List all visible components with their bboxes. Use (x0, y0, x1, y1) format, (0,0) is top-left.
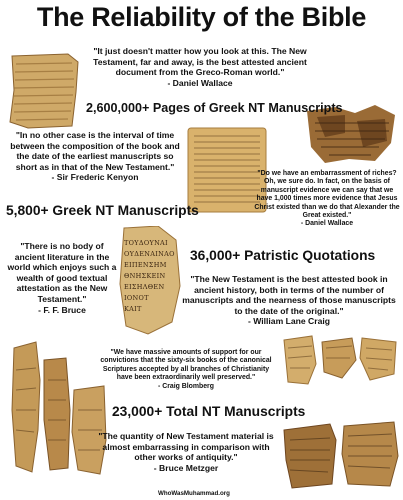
quote-blomberg (96, 349, 276, 391)
page-title: The Reliability of the Bible (36, 2, 367, 32)
quote-text: "There is no body of ancient literature in the world which enjoys such a wealth of good textual attestation as the New Testament." (7, 241, 117, 304)
papyrus-fragments-right (282, 334, 400, 390)
quote-text: "In no other case is the interval of time between the composition of the book and the date of the earliest manuscripts so short as in that of the New Testament." (10, 130, 180, 172)
quote-author: - F. F. Bruce (38, 304, 86, 315)
quote-text: "Do we have an embarrassment of riches? Oh, we sure do. In fact, on the basis of manuscript evidence we can say that we have 1,000 times more evidence that Jesus Christ existed than we do that Alexander the Great existed." (254, 170, 400, 220)
papyrus-fragment-top-left (8, 52, 80, 130)
stat-greek-pages: 2,600,000+ Pages of Greek NT Manuscripts (86, 101, 343, 115)
papyrus-line: ΕΙΠΕΝΣΗΜ (124, 261, 167, 269)
papyrus-fragment-p52 (118, 226, 182, 336)
quote-text: "The quantity of New Testament material is almost embarrassing in comparison with other works of antiquity." (98, 431, 274, 463)
papyrus-fragments-bottom-left (10, 340, 110, 478)
stat-patristic: 36,000+ Patristic Quotations (190, 248, 376, 263)
papyrus-line: ΘΝΗΣΚΕΙΝ (124, 272, 166, 280)
footer-source: WhoWasMuhammad.org (158, 490, 230, 497)
stat-total-manuscripts: 23,000+ Total NT Manuscripts (112, 404, 306, 419)
quote-text: "The New Testament is the best attested book in ancient history, both in terms of the number of manuscripts and the nearness of those manuscripts to the date of the original." (182, 274, 396, 316)
papyrus-line: ΙΟΝΟΤ (124, 294, 149, 302)
quote-wallace (90, 46, 310, 88)
quote-author: - Daniel Wallace (300, 220, 354, 228)
papyrus-line: ΤΟΥΔΟΥΝΑΙ (124, 239, 168, 247)
quote-kenyon (6, 130, 184, 183)
papyrus-line: ΕΙΣΗΛΘΕΝ (124, 283, 165, 291)
quote-metzger (96, 431, 276, 473)
quote-craig (182, 274, 396, 327)
quote-author: - Sir Frederic Kenyon (51, 172, 139, 183)
papyrus-line: ΚΑΙΤ (124, 305, 142, 313)
quote-author: - Daniel Wallace (167, 77, 233, 88)
papyrus-line: ΟΥΔΕΝΑΙΝΑΟ (124, 250, 175, 258)
quote-wallace-riches (252, 170, 402, 229)
quote-author: - Craig Blomberg (158, 382, 214, 390)
quote-author: - William Lane Craig (247, 316, 331, 327)
stat-greek-manuscripts: 5,800+ Greek NT Manuscripts (6, 203, 199, 218)
quote-text: "We have massive amounts of support for our convictions that the sixty-six books of the canonical Scriptures accepted by all branches of Christianity have been extraordinarily well preserved." (100, 349, 272, 382)
quote-bruce (6, 241, 118, 315)
quote-author: - Bruce Metzger (153, 462, 219, 473)
quote-text: "It just doesn't matter how you look at this. The New Testament, far and away, is the best attested ancient document from the Greco-Roman world." (93, 46, 307, 78)
papyrus-fragments-bottom-right (282, 420, 400, 490)
